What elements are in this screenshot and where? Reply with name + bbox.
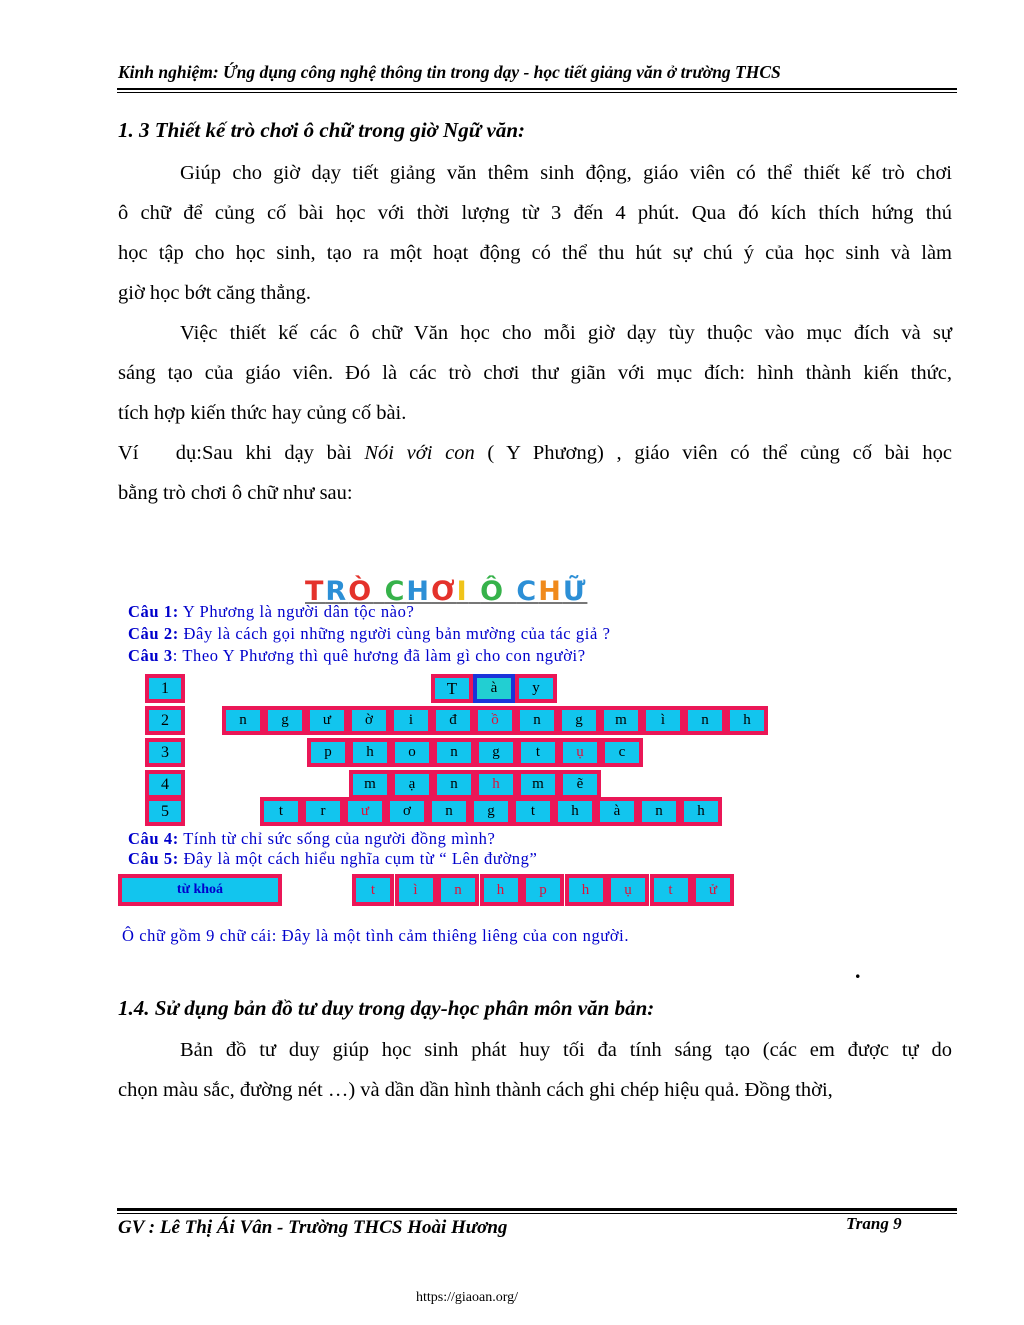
crossword-cell[interactable]: m — [349, 770, 391, 799]
crossword-cell[interactable]: n — [433, 738, 475, 767]
section-1-3-body — [118, 153, 952, 513]
para1-line-4: giờ học bớt căng thẳng. — [118, 282, 312, 304]
crossword-cell[interactable]: m — [600, 706, 642, 735]
game-title-letter: I — [456, 576, 469, 607]
crossword-cell[interactable]: n — [433, 770, 475, 799]
crossword-cell[interactable]: ẽ — [559, 770, 601, 799]
crossword-cell[interactable]: ơ — [386, 797, 428, 826]
header-rule-thin — [117, 92, 957, 93]
example-pre: Sau khi dạy bài — [202, 442, 365, 464]
question-label: Câu 3 — [128, 646, 173, 665]
example-title: Nói với con — [364, 442, 475, 464]
keyword-cell[interactable]: ụ — [607, 874, 649, 906]
question-top-2 — [128, 624, 611, 644]
crossword-cell[interactable]: h — [349, 738, 391, 767]
question-text: : Theo Y Phương thì quê hương đã làm gì cho con người? — [172, 646, 586, 665]
keyword-cell[interactable]: ử — [692, 874, 734, 906]
question-label: Câu 5: — [128, 849, 179, 868]
keyword-cell[interactable]: n — [437, 874, 479, 906]
question-bottom-5 — [128, 849, 537, 869]
crossword-cell[interactable]: ạ — [391, 770, 433, 799]
crossword-cell[interactable]: n — [638, 797, 680, 826]
example-line-2: bằng trò chơi ô chữ như sau: — [118, 482, 353, 504]
para3-line-2: chọn màu sắc, đường nét …) và dần dần hình thành cách ghi chép hiệu quả. Đồng thời, — [118, 1079, 833, 1101]
crossword-cell[interactable]: ụ — [559, 738, 601, 767]
crossword-cell[interactable]: y — [515, 674, 557, 703]
crossword-cell[interactable]: h — [554, 797, 596, 826]
keyword-cell[interactable]: h — [480, 874, 522, 906]
game-title-letter: Ữ — [562, 576, 588, 607]
keyword-cell[interactable]: p — [522, 874, 564, 906]
crossword-note: Ô chữ gồm 9 chữ cái: Đây là một tình cảm thiêng liêng của con người. — [122, 926, 630, 945]
game-title-letter: H — [406, 576, 432, 607]
row-number-4: 4 — [145, 770, 185, 799]
game-title-letter: C — [384, 576, 407, 607]
source-url[interactable]: https://giaoan.org/ — [416, 1290, 519, 1305]
crossword-cell[interactable]: à — [596, 797, 638, 826]
question-label: Câu 2: — [128, 624, 179, 643]
section-1-4-title: 1.4. Sử dụng bản đồ tư duy trong dạy-học phân môn văn bản: — [118, 996, 655, 1020]
question-text: Đây là cách gọi những người cùng bản mường của tác giả ? — [178, 624, 611, 643]
crossword-cell[interactable]: ồ — [474, 706, 516, 735]
stray-dot: . — [855, 958, 861, 983]
crossword-cell[interactable]: h — [680, 797, 722, 826]
para2-line-1: Việc thiết kế các ô chữ Văn học cho mỗi giờ dạy tùy thuộc vào mục đích và sự — [180, 322, 952, 344]
header-rule — [117, 88, 957, 90]
para3-line-1: Bản đồ tư duy giúp học sinh phát huy tối đa tính sáng tạo (các em được tự do — [180, 1039, 952, 1061]
page-header: Kinh nghiệm: Ứng dụng công nghệ thông tin trong dạy - học tiết giảng văn ở trường THCS — [118, 62, 781, 82]
question-top-1 — [128, 602, 414, 622]
example-post: ( Y Phương) , giáo viên có thể củng cố bài học — [474, 442, 952, 464]
question-top-3 — [128, 646, 586, 666]
para2-line-3: tích hợp kiến thức hay củng cố bài. — [118, 402, 407, 424]
crossword-cell[interactable]: t — [260, 797, 302, 826]
question-text: Tính từ chỉ sức sống của người đồng mình? — [178, 829, 496, 848]
game-title-letter: Ò — [348, 576, 374, 607]
game-title-letter — [505, 576, 516, 607]
footer-author: GV : Lê Thị Ái Vân - Trường THCS Hoài Hương — [118, 1217, 508, 1238]
row-number-1: 1 — [145, 674, 185, 703]
para2-line-2: sáng tạo của giáo viên. Đó là các trò chơi thư giãn với mục đích: hình thành kiến thức, — [118, 362, 952, 384]
crossword-cell[interactable]: g — [475, 738, 517, 767]
game-title-letter: R — [325, 576, 349, 607]
para1-line-3: học tập cho học sinh, tạo ra một hoạt động có thể thu hút sự chú ý của học sinh và làm — [118, 242, 952, 264]
crossword-cell[interactable]: g — [264, 706, 306, 735]
crossword-cell[interactable]: n — [684, 706, 726, 735]
section-1-3-title: 1. 3 Thiết kế trò chơi ô chữ trong giờ Ngữ văn: — [118, 118, 526, 142]
crossword-cell[interactable]: n — [428, 797, 470, 826]
keyword-cell[interactable]: h — [565, 874, 607, 906]
example-line-1 — [118, 433, 952, 473]
crossword-cell[interactable]: m — [517, 770, 559, 799]
crossword-cell[interactable]: n — [516, 706, 558, 735]
crossword-cell[interactable]: h — [475, 770, 517, 799]
question-label: Câu 4: — [128, 829, 179, 848]
keyword-label-box: từ khoá — [118, 874, 282, 906]
crossword-cell[interactable]: ư — [306, 706, 348, 735]
footer-rule-thin — [117, 1213, 957, 1214]
game-title-letter: Ơ — [431, 576, 457, 607]
question-text: Đây là một cách hiểu nghĩa cụm từ “ Lên đường” — [178, 849, 538, 868]
crossword-cell[interactable]: p — [307, 738, 349, 767]
crossword-cell[interactable]: đ — [432, 706, 474, 735]
crossword-cell[interactable]: i — [390, 706, 432, 735]
row-number-2: 2 — [145, 706, 185, 735]
crossword-cell[interactable]: ì — [642, 706, 684, 735]
game-title-letter: H — [538, 576, 563, 607]
crossword-cell[interactable]: c — [601, 738, 643, 767]
example-label: Ví dụ: — [118, 442, 202, 464]
crossword-cell[interactable]: r — [302, 797, 344, 826]
game-title-letter: Ô — [480, 576, 506, 607]
crossword-cell[interactable]: g — [470, 797, 512, 826]
page-number: Trang 9 — [846, 1214, 902, 1233]
crossword-cell[interactable]: g — [558, 706, 600, 735]
question-bottom-4 — [128, 829, 495, 849]
row-number-3: 3 — [145, 738, 185, 767]
para1-line-1: Giúp cho giờ dạy tiết giảng văn thêm sinh động, giáo viên có thể thiết kế trò chơi — [180, 162, 952, 184]
question-label: Câu 1: — [128, 602, 179, 621]
crossword-cell[interactable]: n — [222, 706, 264, 735]
section-1-4-body — [118, 1030, 952, 1110]
keyword-cell[interactable]: t — [352, 874, 394, 906]
row-number-5: 5 — [145, 797, 185, 826]
keyword-cell[interactable]: ì — [395, 874, 437, 906]
question-text: Y Phương là người dân tộc nào? — [178, 602, 415, 621]
crossword-cell[interactable]: o — [391, 738, 433, 767]
crossword-cell[interactable]: t — [512, 797, 554, 826]
crossword-cell[interactable]: h — [726, 706, 768, 735]
game-title-letter: C — [516, 576, 539, 607]
crossword-cell[interactable]: ư — [344, 797, 386, 826]
keyword-cell[interactable]: t — [650, 874, 692, 906]
para1-line-2: ô chữ để củng cố bài học với thời lượng từ 3 đến 4 phút. Qua đó kích thích hứng thú — [118, 202, 952, 224]
footer-rule — [117, 1208, 957, 1211]
crossword-cell[interactable]: ờ — [348, 706, 390, 735]
crossword-cell[interactable]: T — [431, 674, 473, 703]
crossword-cell[interactable]: à — [473, 674, 515, 703]
game-title-letter: T — [305, 576, 326, 607]
game-title-letter — [469, 576, 480, 607]
crossword-cell[interactable]: t — [517, 738, 559, 767]
